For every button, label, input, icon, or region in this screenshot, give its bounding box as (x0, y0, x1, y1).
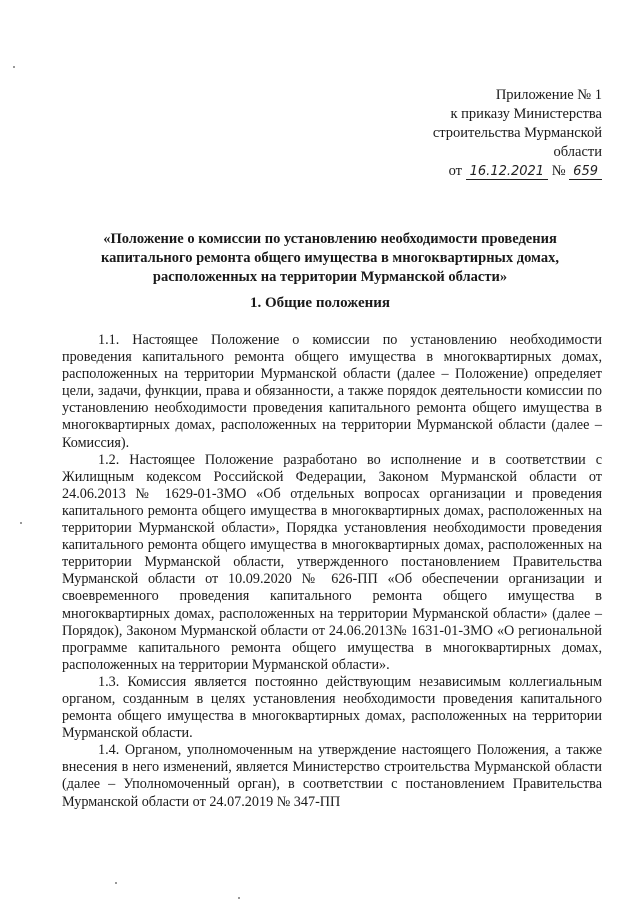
paragraph: 1.4. Органом, уполномоченным на утверждение настоящего Положения, а также внесения в него изменений, является Министерство строительства Мурманской области (далее – Уполномоченный орган), в соответствии с постановлением Правительства Мурманской области от 24.07.2019 № 347-ПП (62, 742, 602, 810)
attachment-line: области (553, 144, 602, 160)
attachment-line: к приказу Министерства (450, 106, 602, 122)
document-body (62, 332, 602, 811)
paragraph: 1.2. Настоящее Положение разработано во исполнение и в соответствии с Жилищным кодексом Российской Федерации, Законом Мурманской области от 24.06.2013 № 1629-01-ЗМО «Об отдельных вопросах организации и проведения капитального ремонта общего имущества в многоквартирных домах, расположенных на территории Мурманской области», Порядка установления необходимости проведения капитального ремонта общего имущества в многоквартирных домах, расположенных на территории Мурманской области, утвержденного постановлением Правительства Мурманской области от 10.09.2020 № 626-ПП «Об обеспечении организации и своевременного проведения капитального ремонта общего имущества в многоквартирных домах, расположенных на территории Мурманской области» (далее – Порядок), Законом Мурманской области от 24.06.2013№ 1631-01-ЗМО «О региональной программе капитального ремонта общего имущества в многоквартирных домах, расположенных на территории Мурманской области». (62, 451, 602, 673)
scan-speck (238, 897, 240, 899)
order-date-number (362, 162, 602, 181)
scan-speck (13, 66, 15, 68)
attachment-line: Приложение № 1 (495, 87, 602, 103)
paragraph: 1.3. Комиссия является постоянно действующим независимым коллегиальным органом, созданным в целях установления необходимости проведения капитального ремонта общего имущества в многоквартирных домах, расположенных на территории Мурманской области. (62, 673, 602, 742)
handwritten-number: 659 (569, 165, 602, 180)
attachment-line: строительства Мурманской (432, 125, 602, 141)
scan-speck (115, 882, 117, 884)
document-title: «Положение о комиссии по установлению необходимости проведения капитального ремонта общего имущества в многоквартирных домах, расположенных на территории Мурманской области» (101, 231, 559, 285)
date-prefix: от (448, 163, 463, 179)
scan-speck (20, 522, 22, 524)
handwritten-date: 16.12.2021 (466, 165, 548, 180)
number-prefix: № (551, 163, 566, 179)
attachment-header (362, 86, 602, 181)
section-heading: 1. Общие положения (249, 295, 391, 311)
paragraph: 1.1. Настоящее Положение о комиссии по установлению необходимости проведения капитального ремонта общего имущества в многоквартирных домах, расположенных на территории Мурманской области (далее – Положение) определяет цели, задачи, функции, права и обязанности, а также порядок деятельности комиссии по установлению необходимости проведения капитального ремонта общего имущества в многоквартирных домах, расположенных на территории Мурманской области (далее – Комиссия). (62, 332, 602, 451)
